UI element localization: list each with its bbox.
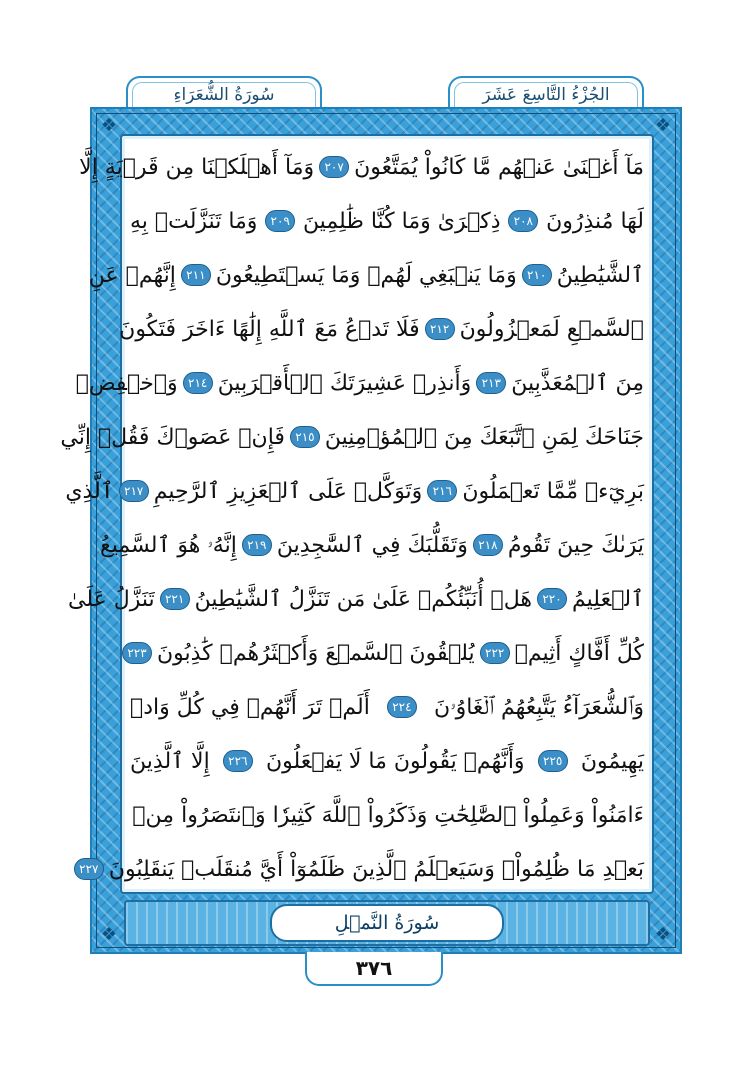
verse-text: تَنَزَّلُ عَلَىٰ	[68, 586, 155, 612]
verse-text: ٱلۡعَلِيمُ	[572, 586, 644, 612]
verse-text: وَمَآ أَهۡلَكۡنَا مِن قَرۡيَةٍ إِلَّا	[79, 154, 315, 180]
page-number: ٣٧٦	[305, 952, 443, 986]
verse-text: يُلۡقُونَ ٱلسَّمۡعَ وَأَكۡثَرُهُمۡ كَٰذِبُونَ	[156, 640, 475, 666]
verse-text: ٱلشَّيَٰطِينُ	[556, 262, 644, 288]
verse-text: أَلَمۡ تَرَ أَنَّهُمۡ فِي كُلِّ وَادٖ	[130, 694, 370, 720]
ayah-number-marker: ٢١٩	[242, 534, 272, 556]
verse-line	[127, 626, 644, 680]
verse-text: ءَامَنُواْ وَعَمِلُواْ ٱلصَّٰلِحَٰتِ وَذَكَرُواْ ٱللَّهَ كَثِيرٗا وَٱنتَصَرُواْ مِنۢ	[132, 802, 644, 828]
verse-text: وَٱلشُّعَرَآءُ يَتَّبِعُهُمُ ٱلۡغَاوُۥنَ	[433, 694, 644, 720]
surah-title-banner	[124, 900, 650, 946]
verse-text: يَهِيمُونَ	[580, 748, 644, 774]
verse-text: إِلَّا ٱلَّذِينَ	[130, 748, 210, 774]
verse-text: فَإِنۡ عَصَوۡكَ فَقُلۡ إِنِّي	[60, 424, 285, 450]
verse-text: هَلۡ أُنَبِّئُكُمۡ عَلَىٰ مَن تَنَزَّلُ ٱلشَّيَٰطِينُ	[194, 586, 533, 612]
ayah-number-marker: ٢٢٠	[537, 588, 567, 610]
ayah-number-marker: ٢٢٥	[538, 750, 568, 772]
verse-text: ٱلَّذِي	[65, 478, 114, 504]
next-surah-title: سُورَةُ النَّمۡلِ	[270, 904, 504, 942]
verse-line	[130, 194, 644, 248]
ayah-number-marker: ٢١٦	[427, 480, 457, 502]
ayah-number-marker: ٢٢١	[160, 588, 190, 610]
surah-header-label: سُورَةُ الشُّعَرَاءِ	[173, 85, 275, 105]
verse-line	[65, 464, 644, 518]
ayah-number-marker: ٢٢٢	[480, 642, 510, 664]
verse-text: كُلِّ أَفَّاكٍ أَثِيمٖ	[514, 640, 644, 666]
ayah-number-marker: ٢١٤	[183, 372, 213, 394]
verse-text: بَرِيٓءٞ مِّمَّا تَعۡمَلُونَ	[462, 478, 644, 504]
ayah-number-marker: ٢٠٧	[319, 156, 349, 178]
ayah-number-marker: ٢٢٦	[223, 750, 253, 772]
ayah-number-marker: ٢٢٧	[74, 858, 104, 880]
verse-line	[100, 518, 644, 572]
ayah-number-marker: ٢٠٨	[508, 210, 538, 232]
verse-lines	[60, 140, 644, 892]
corner-ornament-icon: ❖	[100, 924, 118, 945]
juz-header-label: الجُزْءُ التَّاسِعَ عَشَرَ	[482, 85, 610, 105]
mushaf-text-panel	[60, 134, 654, 894]
verse-line	[130, 788, 644, 842]
verse-text: ذِكۡرَىٰ وَمَا كُنَّا ظَٰلِمِينَ	[302, 208, 501, 234]
verse-text: لَهَا مُنذِرُونَ	[546, 208, 644, 234]
ayah-number-marker: ٢٢٤	[387, 696, 417, 718]
verse-text: وَمَا يَنۢبَغِي لَهُمۡ وَمَا يَسۡتَطِيعُونَ	[215, 262, 517, 288]
verse-line	[75, 356, 644, 410]
verse-line	[130, 734, 644, 788]
verse-text: وَتَقَلُّبَكَ فِي ٱلسَّٰجِدِينَ	[276, 532, 468, 558]
verse-line	[68, 572, 644, 626]
verse-text: وَأَنذِرۡ عَشِيرَتَكَ ٱلۡأَقۡرَبِينَ	[217, 370, 472, 396]
verse-line	[130, 680, 644, 734]
verse-text: وَتَوَكَّلۡ عَلَى ٱلۡعَزِيزِ ٱلرَّحِيمِ	[153, 478, 423, 504]
verse-text: مَآ أَغۡنَىٰ عَنۡهُم مَّا كَانُواْ يُمَتَّعُونَ	[354, 154, 644, 180]
ayah-number-marker: ٢٢٣	[122, 642, 152, 664]
verse-text: وَمَا تَنَزَّلَتۡ بِهِ	[130, 208, 258, 234]
verse-text: فَلَا تَدۡعُ مَعَ ٱللَّهِ إِلَٰهًا ءَاخَرَ فَتَكُونَ	[119, 316, 420, 342]
ayah-number-marker: ٢١٧	[119, 480, 149, 502]
verse-text: إِنَّهُۥ هُوَ ٱلسَّمِيعُ	[100, 532, 237, 558]
ayah-number-marker: ٢٠٩	[265, 210, 295, 232]
verse-text: وَأَنَّهُمۡ يَقُولُونَ مَا لَا يَفۡعَلُونَ	[265, 748, 525, 774]
verse-text: بَعۡدِ مَا ظُلِمُواْۗ وَسَيَعۡلَمُ ٱلَّذِينَ ظَلَمُوٓاْ أَيَّ مُنقَلَبٖ يَنقَلِبُونَ	[108, 856, 644, 882]
ayah-number-marker: ٢١٠	[522, 264, 552, 286]
corner-ornament-icon: ❖	[654, 924, 672, 945]
verse-text: يَرَىٰكَ حِينَ تَقُومُ	[507, 532, 644, 558]
ayah-number-marker: ٢١٣	[476, 372, 506, 394]
verse-line	[119, 302, 644, 356]
corner-ornament-icon: ❖	[100, 115, 118, 136]
ayah-number-marker: ٢١١	[181, 264, 211, 286]
verse-line	[60, 410, 644, 464]
ayah-number-marker: ٢١٥	[290, 426, 320, 448]
corner-ornament-icon: ❖	[654, 115, 672, 136]
ayah-number-marker: ٢١٨	[473, 534, 503, 556]
verse-line	[79, 140, 644, 194]
verse-line	[88, 248, 644, 302]
verse-text: إِنَّهُمۡ عَنِ	[88, 262, 176, 288]
ayah-number-marker: ٢١٢	[425, 318, 455, 340]
verse-text: وَٱخۡفِضۡ	[75, 370, 178, 396]
verse-line	[79, 842, 644, 896]
verse-text: جَنَاحَكَ لِمَنِ ٱتَّبَعَكَ مِنَ ٱلۡمُؤۡمِنِينَ	[324, 424, 644, 450]
verse-text: ٱلسَّمۡعِ لَمَعۡزُولُونَ	[459, 316, 644, 342]
verse-text: مِنَ ٱلۡمُعَذَّبِينَ	[511, 370, 644, 396]
